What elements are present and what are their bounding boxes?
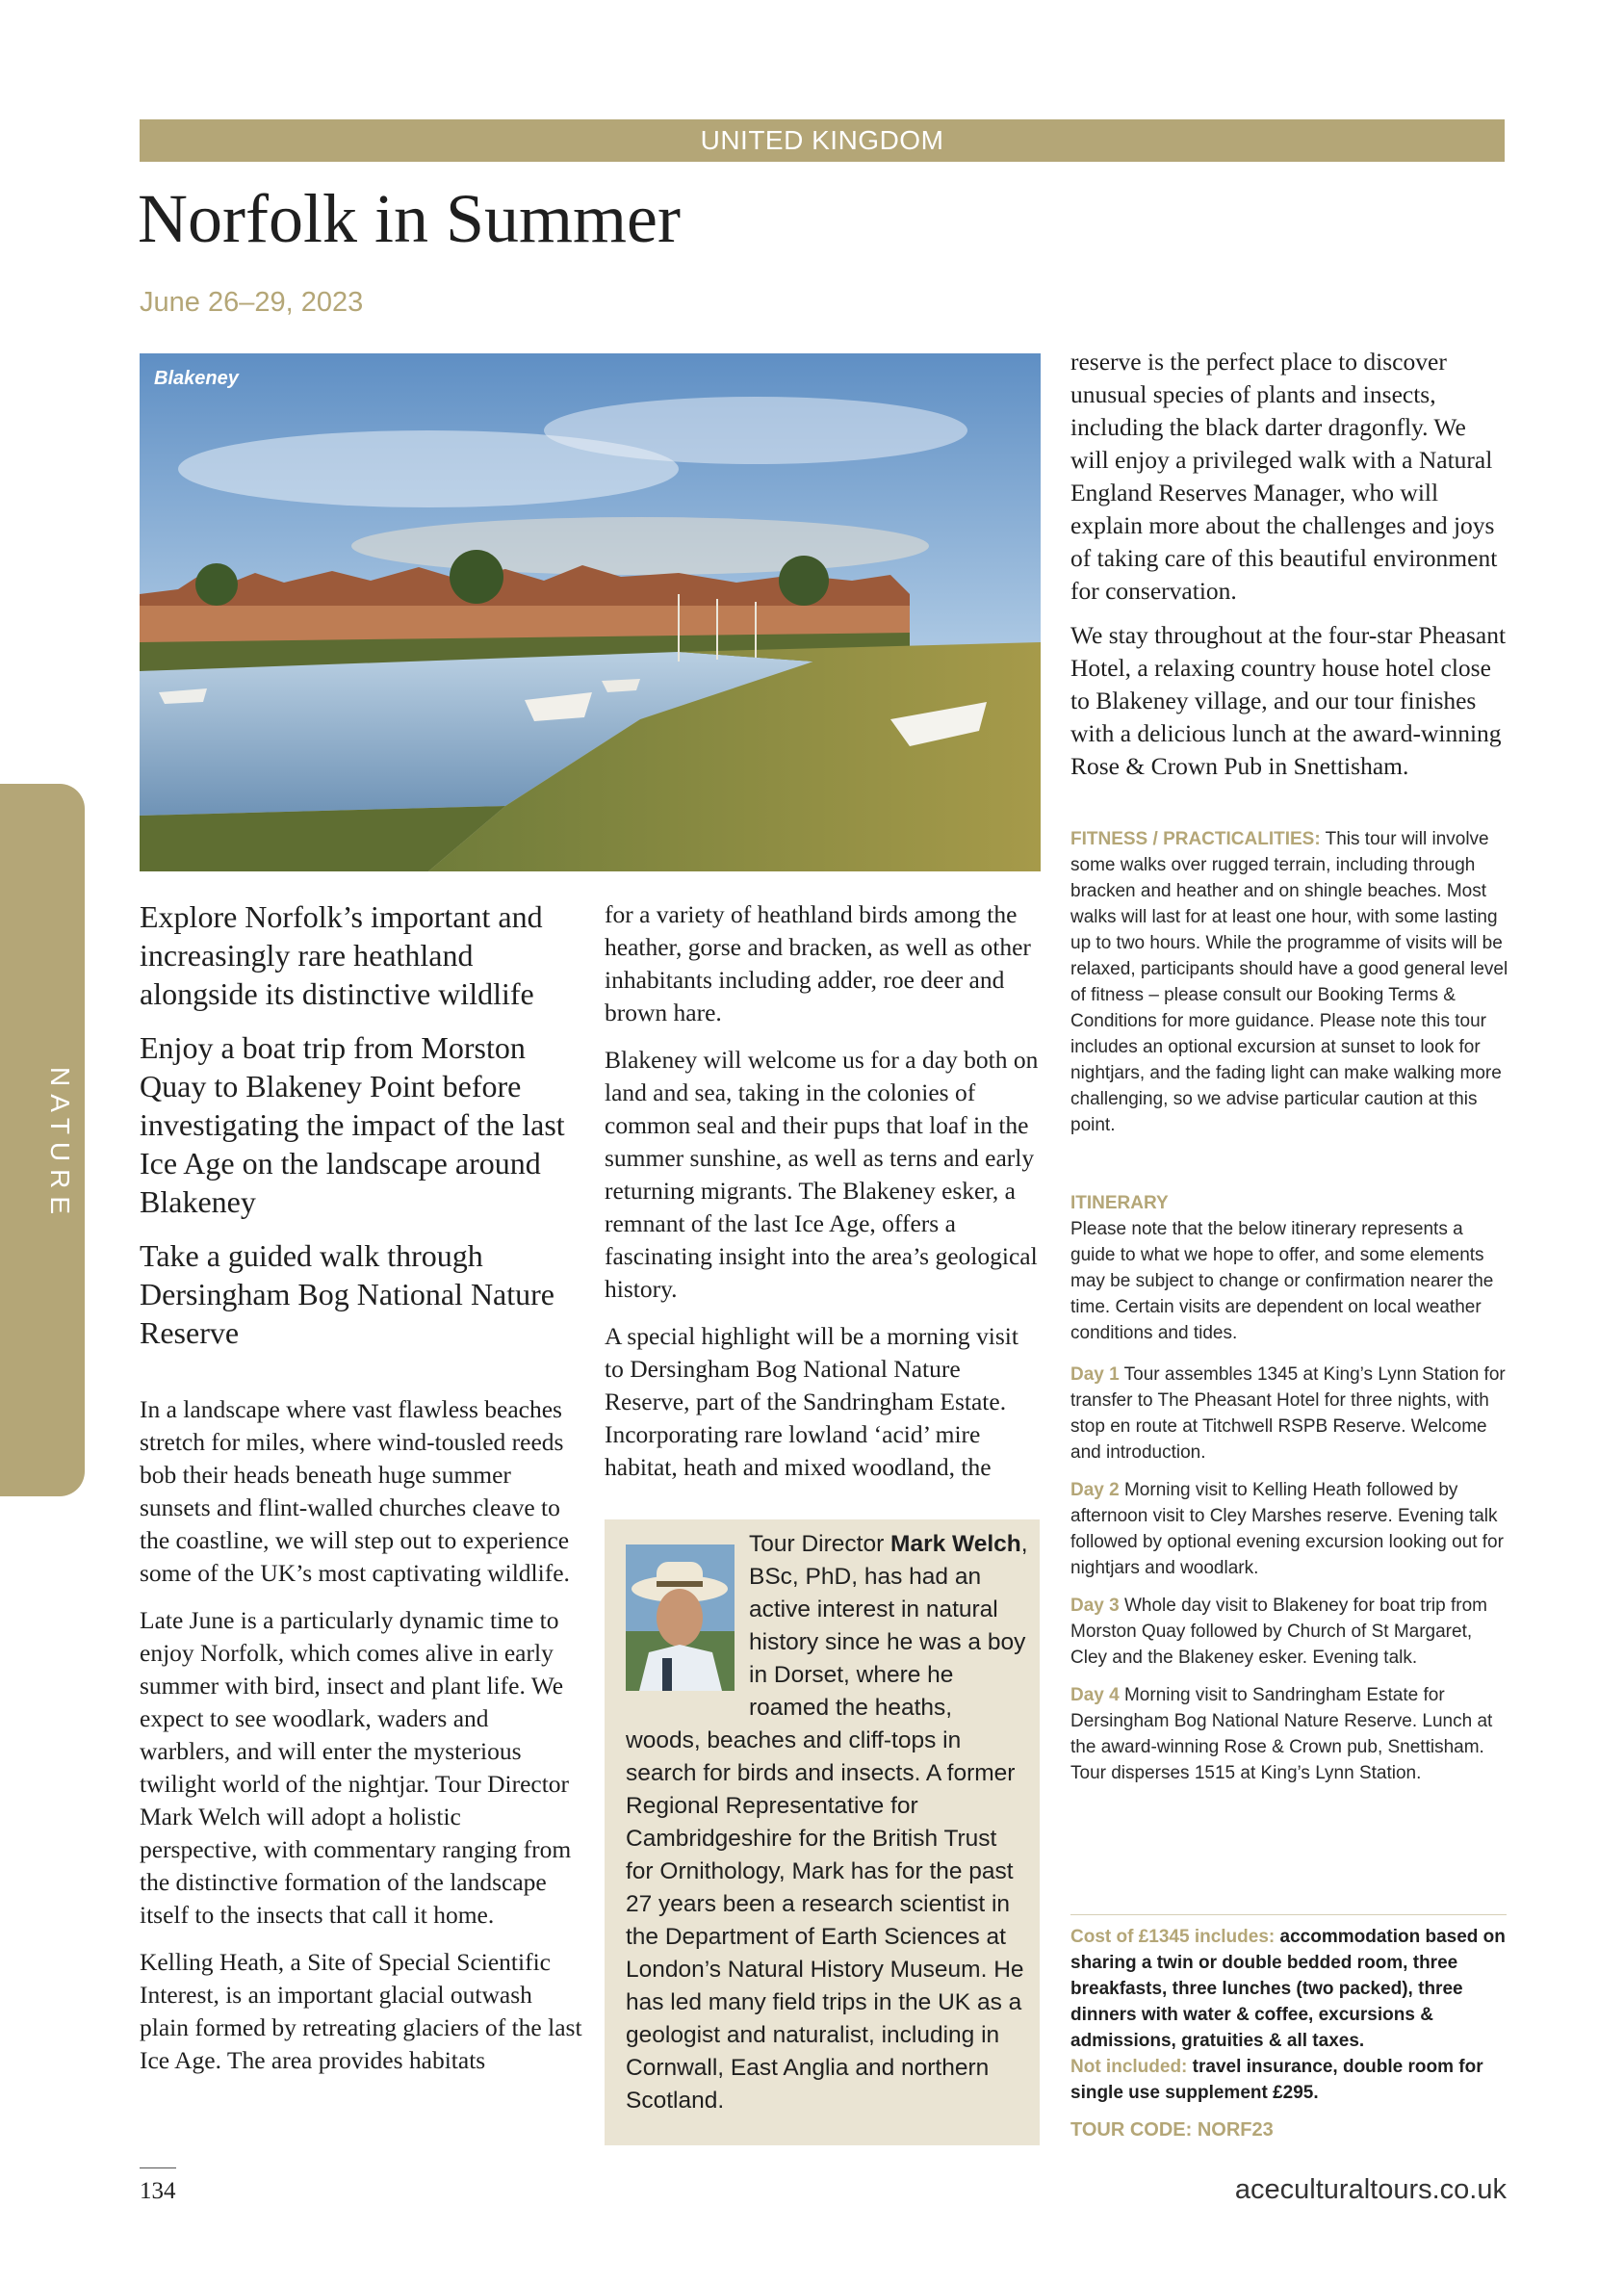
blakeney-photo <box>140 353 1041 871</box>
page-title: Norfolk in Summer <box>138 180 681 257</box>
fitness-section <box>1070 826 1508 1138</box>
col1-paragraph-1: In a landscape where vast flawless beaches stretch for miles, where wind-tousled reeds bob their heads beneath huge summer sunsets and flint-walled churches cleave to the coastline, we will step out to experience some of the UK’s most captivating wildlife. <box>140 1395 570 1587</box>
cost-label: Cost of £1345 includes: <box>1070 1927 1276 1947</box>
cost-section <box>1070 1924 1508 2143</box>
tour-director-bio <box>626 1528 1030 2117</box>
itinerary-day-2 <box>1070 1477 1508 1581</box>
itinerary-day-1 <box>1070 1362 1508 1466</box>
page-number: 134 <box>140 2178 176 2204</box>
highlight-1: Explore Norfolk’s important and increasingly rare heathland alongside its distinctive wildlife <box>140 899 543 1011</box>
website-url[interactable]: acecultural​tours.co.uk <box>1234 2174 1507 2205</box>
col3-body <box>1070 346 1508 783</box>
bio-text: , BSc, PhD, has had an active interest in natural history since he was a boy in Dorset, where he roamed the heaths, woods, beaches and cliff-tops in search for birds and insects. A former Regional Representative for Cambridgeshire for the British Trust for Ornithology, Mark has for the past 27 years been a research scientist in the Department of Earth Sciences at London’s Natural History Museum. He has led many field trips in the UK as a geologist and naturalist, including in Cornwall, East Anglia and northern Scotland. <box>626 1531 1028 2114</box>
itinerary-section <box>1070 1190 1508 1786</box>
blakeney-landscape-image <box>140 353 1041 871</box>
bio-photo-spacer <box>626 1528 749 1698</box>
highlight-3: Take a guided walk through Dersingham Bog National Nature Reserve <box>140 1238 554 1350</box>
itinerary-day-3 <box>1070 1593 1508 1671</box>
tour-code: TOUR CODE: NORF23 <box>1070 2119 1274 2141</box>
photo-caption: Blakeney <box>154 368 239 389</box>
col1-paragraph-2: Late June is a particularly dynamic time to enjoy Norfolk, which comes alive in early summer with bird, insect and plant life. We expect to see woodlark, waders and warblers, and will enter the mysterious twilight world of the nightjar. Tour Director Mark Welch will adopt a holistic perspective, with commentary ranging from the distinctive formation of the landscape itself to the insects that call it home. <box>140 1606 572 1929</box>
col2-paragraph-2: Blakeney will welcome us for a day both on land and sea, taking in the colonies of common seal and their pups that loaf in the summer sunshine, as well as terns and early returning migrants. The Blakeney esker, a remnant of the last Ice Age, offers a fascinating insight into the area’s geological history. <box>605 1046 1039 1303</box>
fitness-paragraph <box>1070 826 1508 1138</box>
day-4-label: Day 4 <box>1070 1685 1120 1705</box>
day-4-text: Morning visit to Sandringham Estate for Dersingham Bog National Nature Reserve. Lunch at the award-winning Rose & Crown pub, Snettisham. Tour disperses 1515 at King’s Lynn Station. <box>1070 1685 1493 1783</box>
highlight-2: Enjoy a boat trip from Morston Quay to Blakeney Point before investigating the impact of the last Ice Age on the landscape around Blakeney <box>140 1030 565 1219</box>
itinerary-day-4 <box>1070 1682 1508 1786</box>
not-included-label: Not included: <box>1070 2057 1188 2077</box>
page-number-rule <box>140 2167 176 2168</box>
day-2-text: Morning visit to Kelling Heath followed by afternoon visit to Cley Marshes reserve. Evening talk followed by optional evening excursion looking out for nightjars and woodlark. <box>1070 1480 1504 1578</box>
col2-paragraph-1: for a variety of heathland birds among the heather, gorse and bracken, as well as other inhabitants including adder, roe deer and brown hare. <box>605 900 1031 1026</box>
col1-body <box>140 1393 582 2077</box>
day-3-text: Whole day visit to Blakeney for boat trip from Morston Quay followed by Church of St Margaret, Cley and the Blakeney esker. Evening talk. <box>1070 1596 1487 1668</box>
region-banner: UNITED KINGDOM <box>140 119 1505 162</box>
day-3-label: Day 3 <box>1070 1596 1120 1616</box>
highlights-list <box>140 897 582 1352</box>
not-included-text: travel insurance, double room for single use supplement £295. <box>1070 2057 1483 2103</box>
bio-paragraph <box>626 1528 1030 2117</box>
tour-dates: June 26–29, 2023 <box>140 287 364 318</box>
section-divider <box>1070 1914 1507 1915</box>
bio-intro: Tour Director <box>749 1531 891 1557</box>
cost-paragraph <box>1070 1924 1508 2106</box>
col2-paragraph-3: A special highlight will be a morning visit to Dersingham Bog National Nature Reserve, part of the Sandringham Estate. Incorporating rare lowland ‘acid’ mire habitat, heath and mixed woodland, the <box>605 1322 1018 1481</box>
itinerary-intro: Please note that the below itinerary represents a guide to what we hope to offer, and some elements may be subject to change or confirmation nearer the time. Certain visits are dependent on local weather conditions and tides. <box>1070 1219 1494 1343</box>
col3-paragraph-1: reserve is the perfect place to discover unusual species of plants and insects, including the black darter dragonfly. We will enjoy a privileged walk with a Natural England Reserves Manager, who will explain more about the challenges and joys of taking care of this beautiful environment for conservation. <box>1070 348 1498 605</box>
cost-text: accommodation based on sharing a twin or double bedded room, three breakfasts, three lunches (two packed), three dinners with water & coffee, excursions & admissions, gratuities & all taxes. <box>1070 1927 1506 2051</box>
col1-paragraph-3: Kelling Heath, a Site of Special Scientific Interest, is an important glacial outwash plain formed by retreating glaciers of the last Ice Age. The area provides habitats <box>140 1948 582 2074</box>
col2-body <box>605 898 1043 1484</box>
fitness-label: FITNESS / PRACTICALITIES: <box>1070 829 1321 849</box>
day-2-label: Day 2 <box>1070 1480 1120 1500</box>
fitness-text: This tour will involve some walks over rugged terrain, including through bracken and heather and on shingle beaches. Most walks will last for at least one hour, with some lasting up to two hours. While the programme of visits will be relaxed, participants should have a good general level of fitness – please consult our Booking Terms & Conditions for more guidance. Please note this tour includes an optional excursion at sunset to look for nightjars, and the fading light can make walking more challenging, so we advise particular caution at this point. <box>1070 829 1508 1135</box>
col3-paragraph-2: We stay throughout at the four-star Pheasant Hotel, a relaxing country house hotel close to Blakeney village, and our tour finishes with a delicious lunch at the award-winning Rose & Crown Pub in Snettisham. <box>1070 621 1507 780</box>
day-1-label: Day 1 <box>1070 1364 1120 1385</box>
section-side-label: NATURE <box>45 1067 75 1223</box>
itinerary-heading: ITINERARY <box>1070 1193 1169 1213</box>
day-1-text: Tour assembles 1345 at King’s Lynn Station for transfer to The Pheasant Hotel for three nights, with stop en route at Titchwell RSPB Reserve. Welcome and introduction. <box>1070 1364 1506 1463</box>
bio-name: Mark Welch <box>890 1531 1021 1557</box>
